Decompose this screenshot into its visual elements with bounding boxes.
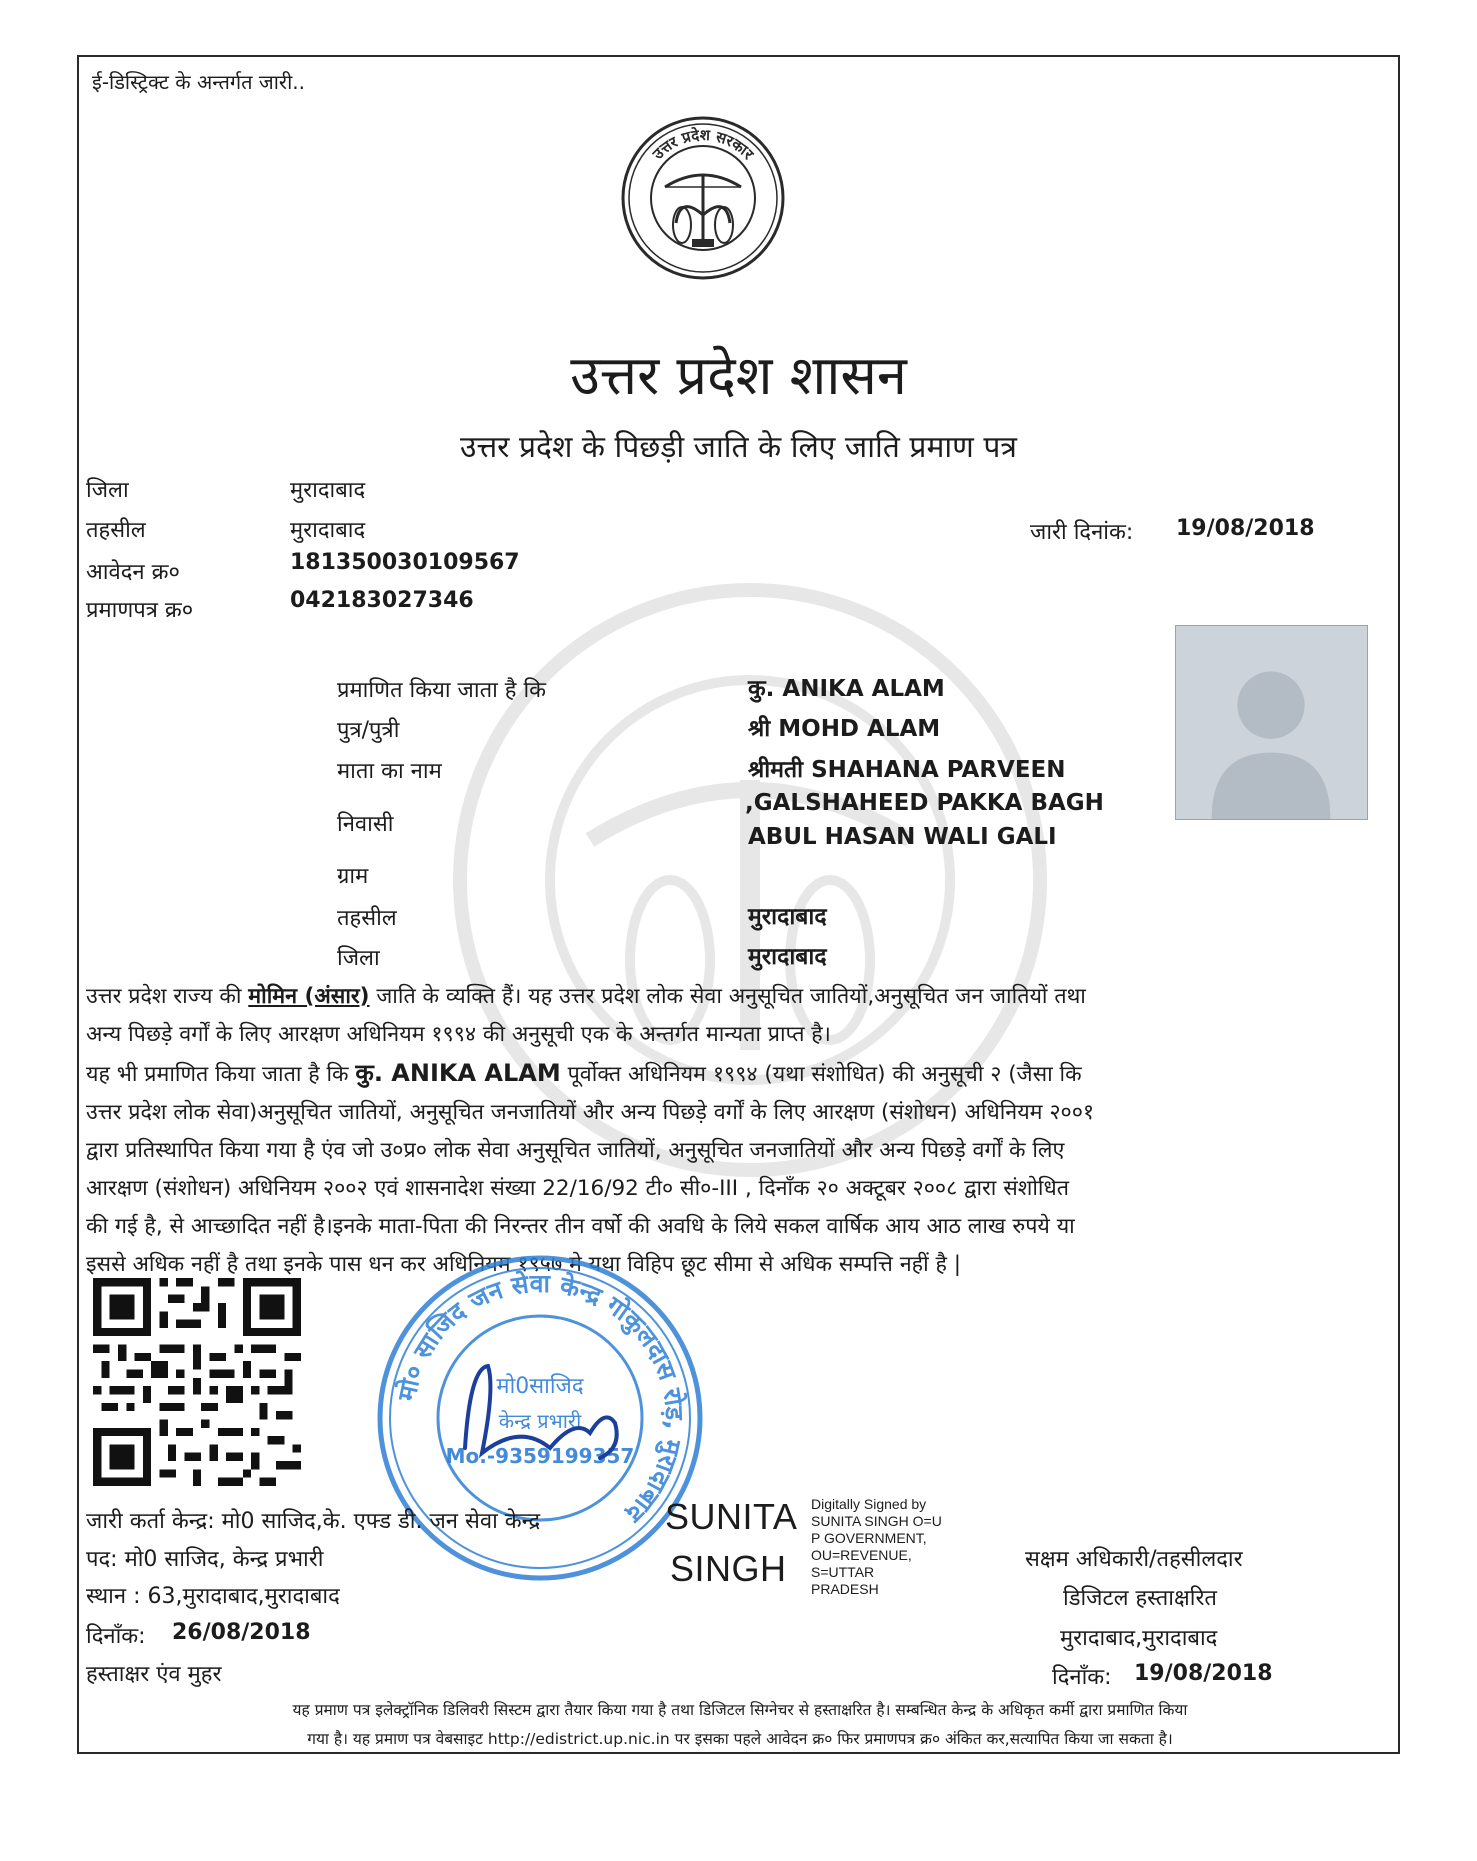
authority-date-label: दिनाँक: <box>1052 1665 1112 1690</box>
detail-value-name: कु. ANIKA ALAM <box>748 676 945 702</box>
stamp-line-3: Mo.-9359199357 <box>445 1444 635 1468</box>
detail-label-mother: माता का नाम <box>337 759 442 784</box>
digital-signer-first-name: SUNITA <box>665 1496 798 1537</box>
issue-date-value: 19/08/2018 <box>1176 516 1315 541</box>
body-line: अन्य पिछड़े वर्गों के लिए आरक्षण अधिनियम १९९४ की अनुसूची एक के अन्तर्गत मान्यता प्राप्त है। <box>86 1022 831 1047</box>
signature-meta-line: SUNITA SINGH O=U <box>811 1513 942 1529</box>
issuer-date-value: 26/08/2018 <box>172 1620 311 1645</box>
signature-meta-line: Digitally Signed by <box>811 1496 927 1512</box>
detail-label-tehsil: तहसील <box>337 906 397 931</box>
body-text: जाति के व्यक्ति हैं। यह उत्तर प्रदेश लोक सेवा अनुसूचित जातियों,अनुसूचित जन जातियों तथा <box>369 984 1086 1009</box>
header-note: ई-डिस्ट्रिक्ट के अन्तर्गत जारी.. <box>92 70 305 94</box>
footer-note <box>100 1696 1380 1754</box>
footer-line: यह प्रमाण पत्र इलेक्ट्रॉनिक डिलिवरी सिस्टम द्वारा तैयार किया गया है तथा डिजिटल सिग्नेचर से हस्ताक्षरित है। सम्बन्धित केन्द्र के अधिकृत कर्मी द्वारा प्रमाणित किया <box>292 1701 1188 1719</box>
up-government-seal-icon <box>620 115 786 281</box>
digital-signer-last-name: SINGH <box>670 1548 787 1589</box>
signature-meta-line: S=UTTAR <box>811 1564 875 1580</box>
body-paragraph <box>86 978 1348 1284</box>
district-value: मुरादाबाद <box>290 478 366 503</box>
detail-label-district: जिला <box>337 946 380 971</box>
body-text: उत्तर प्रदेश राज्य की <box>86 984 249 1009</box>
body-line <box>86 978 1348 1016</box>
certificate-number: 042183027346 <box>290 588 474 613</box>
body-text: पूर्वोक्त अधिनियम १९९४ (यथा संशोधित) की अनुसूची २ (जैसा कि <box>560 1062 1082 1087</box>
page-subtitle: उत्तर प्रदेश के पिछड़ी जाति के लिए जाति प्रमाण पत्र <box>460 430 1017 465</box>
detail-value-address-1: ,GALSHAHEED PAKKA BAGH <box>745 790 1104 816</box>
photo-placeholder <box>1175 625 1368 820</box>
body-line: उत्तर प्रदेश लोक सेवा)अनुसूचित जातियों, अनुसूचित जनजातियों और अन्य पिछड़े वर्गों के लिए आरक्षण (संशोधन) अधिनियम २००१ <box>86 1100 1095 1125</box>
body-line <box>86 1054 1348 1094</box>
body-text: यह भी प्रमाणित किया जाता है कि <box>86 1062 356 1087</box>
tehsil-value: मुरादाबाद <box>290 518 366 543</box>
detail-label-resident: निवासी <box>337 812 394 837</box>
stamp-line-2: केन्द्र प्रभारी <box>498 1409 582 1433</box>
authority-title: सक्षम अधिकारी/तहसीलदार <box>1025 1547 1243 1572</box>
application-label: आवेदन क्र० <box>86 560 180 585</box>
page-title: उत्तर प्रदेश शासन <box>570 344 907 407</box>
certified-person-name: कु. ANIKA ALAM <box>355 1059 561 1087</box>
issuer-place: स्थान : 63,मुरादाबाद,मुरादाबाद <box>86 1584 340 1609</box>
authority-place: मुरादाबाद,मुरादाबाद <box>1060 1626 1218 1651</box>
detail-label-village: ग्राम <box>337 864 369 889</box>
issuer-date-label: दिनाँक: <box>86 1624 146 1649</box>
detail-label-certified: प्रमाणित किया जाता है कि <box>337 678 547 703</box>
authority-date-value: 19/08/2018 <box>1134 1661 1273 1686</box>
detail-value-district: मुरादाबाद <box>748 944 827 970</box>
signature-meta-line: P GOVERNMENT, <box>811 1530 927 1546</box>
certificate-label: प्रमाणपत्र क्र० <box>86 598 194 623</box>
body-line: की गई है, से आच्छादित नहीं है।इनके माता-पिता की निरन्तर तीन वर्षो की अवधि के लिये सकल वार्षिक आय आठ लाख रुपये या <box>86 1214 1075 1239</box>
seal-ring-text: उत्तर प्रदेश सरकार <box>648 125 758 163</box>
photo-placeholder-icon <box>1176 626 1367 819</box>
application-number: 181350030109567 <box>290 550 520 575</box>
authority-digitally-signed: डिजिटल हस्ताक्षरित <box>1063 1586 1217 1611</box>
footer-line: गया है। यह प्रमाण पत्र वेबसाइट http://edistrict.up.nic.in पर इसका पहले आवेदन क्र० फिर प्रमाणपत्र क्र० अंकित कर,सत्यापित किया जा सकता है। <box>307 1730 1173 1748</box>
detail-value-tehsil: मुरादाबाद <box>748 904 827 930</box>
tehsil-label: तहसील <box>86 518 146 543</box>
detail-label-child-of: पुत्र/पुत्री <box>337 718 400 743</box>
issuer-sign-label: हस्ताक्षर एंव मुहर <box>86 1662 222 1687</box>
caste-name: मोमिन (अंसार) <box>248 984 370 1009</box>
detail-value-address-2: ABUL HASAN WALI GALI <box>748 824 1057 850</box>
issue-date-label: जारी दिनांक: <box>1030 520 1134 545</box>
issuing-centre: जारी कर्ता केन्द्र: मो0 साजिद,के. एफ्ड डी. जन सेवा केन्द्र <box>86 1509 541 1534</box>
svg-text:उत्तर प्रदेश सरकार <box>648 126 758 164</box>
body-line: द्वारा प्रतिस्थापित किया गया है एंव जो उ०प्र० लोक सेवा अनुसूचित जातियों, अनुसूचित जनजातियों और अन्य पिछड़े वर्गों के लिए <box>86 1138 1065 1163</box>
body-line: आरक्षण (संशोधन) अधिनियम २००२ एवं शासनादेश संख्या 22/16/92 टी० सी०-III , दिनाँक २० अक्टूबर २००८ द्वारा संशोधित <box>86 1176 1069 1201</box>
round-rubber-stamp-icon <box>370 1248 710 1588</box>
district-label: जिला <box>86 478 129 503</box>
detail-value-mother: श्रीमती SHAHANA PARVEEN <box>748 757 1066 783</box>
signature-meta-line: PRADESH <box>811 1581 879 1597</box>
detail-value-father: श्री MOHD ALAM <box>748 716 941 742</box>
signature-meta-line: OU=REVENUE, <box>811 1547 912 1563</box>
stamp-ring-text: मो० साजिद जन सेवा केन्द्र गोकुलदास रोड़, मुरादाबाद <box>392 1268 690 1529</box>
stamp-line-1: मो0साजिद <box>496 1374 584 1399</box>
qr-code-icon <box>93 1278 301 1486</box>
issuer-post: पद: मो0 साजिद, केन्द्र प्रभारी <box>86 1547 324 1572</box>
body-line: इससे अधिक नहीं है तथा इनके पास धन कर अधिनियम १९५७ मे यथा विहिप छूट सीमा से अधिक सम्पत्ति नहीं है | <box>86 1252 961 1277</box>
digital-signature-meta <box>811 1496 942 1598</box>
